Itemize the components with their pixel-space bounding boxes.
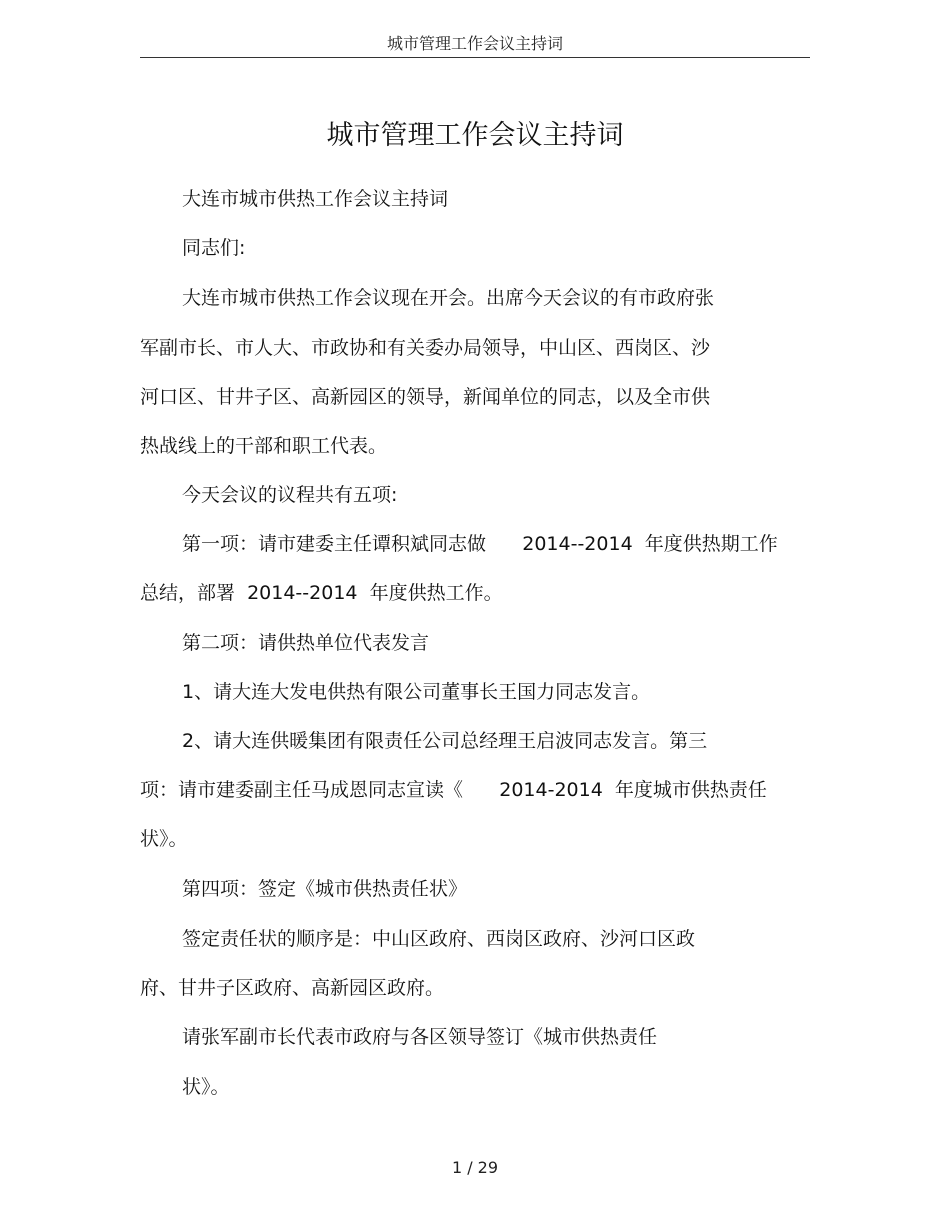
body-line: 状》。 — [140, 828, 188, 850]
body-line: 大连市城市供热工作会议主持词 — [182, 188, 449, 210]
body-line: 同志们: — [182, 237, 246, 259]
body-line: 大连市城市供热工作会议现在开会。出席今天会议的有市政府张 — [182, 287, 715, 309]
body-line: 热战线上的干部和职工代表。 — [140, 435, 388, 457]
body-line: 第一项：请市建委主任谭积斌同志做 2014--2014 年度供热期工作 — [182, 533, 778, 555]
body-line: 1、请大连大发电供热有限公司董事长王国力同志发言。 — [182, 681, 651, 703]
body-line: 河口区、甘井子区、高新园区的领导，新闻单位的同志，以及全市供 — [140, 386, 711, 408]
body-line: 项：请市建委副主任马成恩同志宣读《 2014-2014 年度城市供热责任 — [140, 779, 767, 801]
header-divider — [140, 57, 810, 58]
running-header: 城市管理工作会议主持词 — [386, 34, 563, 53]
document-title: 城市管理工作会议主持词 — [326, 120, 624, 151]
body-line: 状》。 — [182, 1076, 230, 1098]
body-line: 第四项：签定《城市供热责任状》 — [182, 878, 468, 900]
body-line: 第二项：请供热单位代表发言 — [182, 632, 430, 654]
page-number: 1 / 29 — [451, 1158, 499, 1177]
body-line: 军副市长、市人大、市政协和有关委办局领导，中山区、西岗区、沙 — [140, 337, 711, 359]
body-line: 总结，部署 2014--2014 年度供热工作。 — [140, 582, 503, 604]
body-line: 府、甘井子区政府、高新园区政府。 — [140, 977, 445, 999]
body-line: 2、请大连供暖集团有限责任公司总经理王启波同志发言。第三 — [182, 730, 708, 752]
body-line: 今天会议的议程共有五项: — [182, 484, 398, 506]
body-line: 请张军副市长代表市政府与各区领导签订《城市供热责任 — [182, 1026, 658, 1048]
body-line: 签定责任状的顺序是：中山区政府、西岗区政府、沙河口区政 — [182, 928, 696, 950]
